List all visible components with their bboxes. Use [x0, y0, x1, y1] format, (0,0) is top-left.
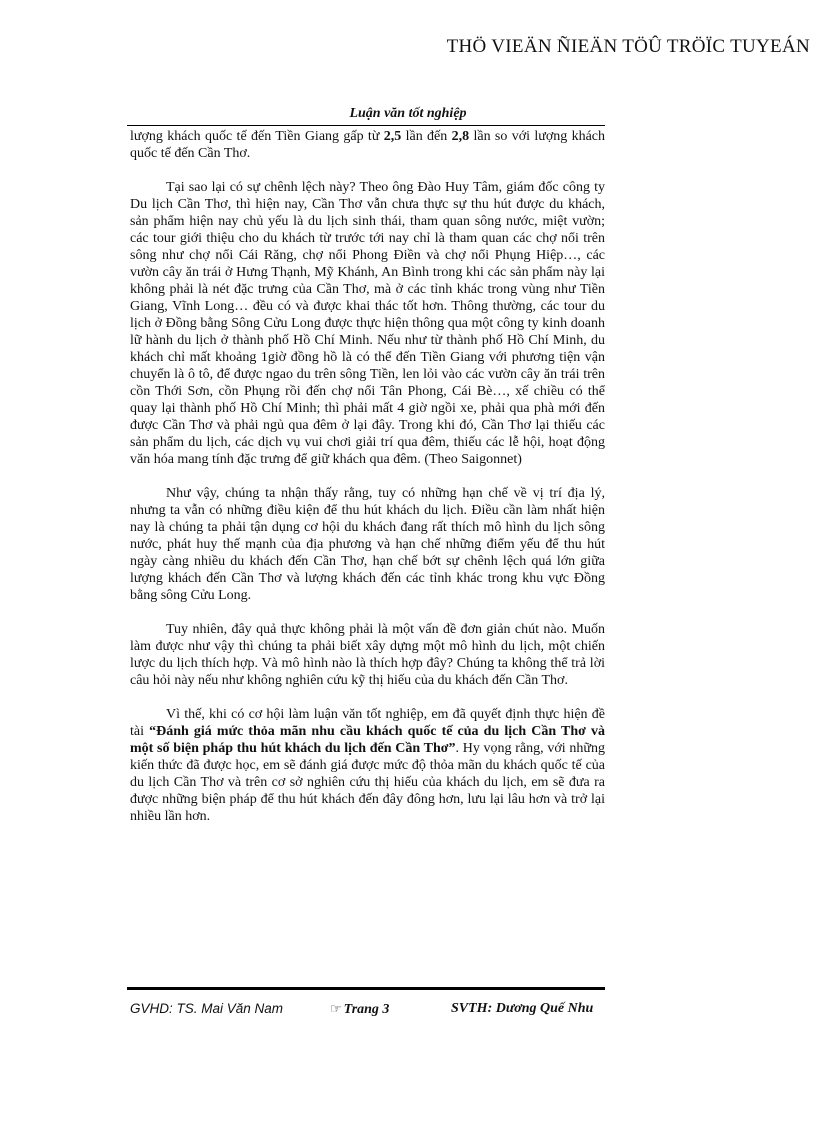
running-header-title: Luận văn tốt nghiệp [349, 106, 467, 121]
pointing-hand-icon: ☞ [330, 1001, 342, 1016]
header-divider [127, 125, 605, 126]
footer-divider [127, 987, 605, 990]
site-watermark: THÖ VIEÄN ÑIEÄN TÖÛ TRÖÏC TUYEÁN [446, 36, 810, 57]
ratio-low: 2,5 [383, 129, 402, 144]
paragraph-4: Tuy nhiên, đây quả thực không phải là một vấn đề đơn giản chút nào. Muốn làm được như vậy thì chúng ta phải biết xây dựng một mô hình du lịch, một chiến lược du lịch thích hợp. Và mô hình nào là thích hợp đây? Chúng ta không thể trả lời câu hỏi này nếu như không nghiên cứu kỹ thị hiếu của du khách đến Cần Thơ. [130, 622, 605, 688]
paragraph-1: lượng khách quốc tế đến Tiền Giang gấp từ 2,5 lần đến 2,8 lần so với lượng khách quốc tế đến Cần Thơ. [130, 129, 606, 161]
student-label: SVTH: Dương Quế Nhu [451, 1001, 594, 1016]
paragraph-5: Vì thế, khi có cơ hội làm luận văn tốt nghiệp, em đã quyết định thực hiện đề tài “Đánh giá mức thỏa mãn nhu cầu khách quốc tế của du lịch Cần Thơ và một số biện pháp thu hút khách du lịch đến Cần Thơ”. Hy vọng rằng, với những kiến thức đã được học, em sẽ đánh giá được mức độ thỏa mãn du khách quốc tế của du lịch Cần Thơ và trên cơ sở nghiên cứu thị hiếu của khách du lịch, em sẽ đưa ra được những biện pháp để thu hút khách đến đây đông hơn, lưu lại lâu hơn và trở lại nhiều lần hơn. [130, 707, 605, 824]
ratio-high: 2,8 [451, 129, 470, 144]
page-number: ☞ Trang 3 [330, 1001, 390, 1017]
advisor-label: GVHD: TS. Mai Văn Nam [130, 1001, 284, 1016]
page-footer [130, 1001, 608, 1019]
paragraph-2: Tại sao lại có sự chênh lệch này? Theo ông Đào Huy Tâm, giám đốc công ty Du lịch Cần Thơ, thì hiện nay, Cần Thơ vẫn chưa thực sự thu hút được du khách, sản phẩm hiện nay chủ yếu là du lịch sinh thái, tham quan sông nước, miệt vườn; các tour giới thiệu cho du khách từ trước tới nay chỉ là tham quan các chợ nổi trên sông như chợ nổi Cái Răng, chợ nổi Phong Điền và chợ nổi Phụng Hiệp…, các vườn cây ăn trái ở Hưng Thạnh, Mỹ Khánh, An Bình trong khi các sản phẩm này lại không phải là nét đặc trưng của Cần Thơ, mà ở các tỉnh khác trong vùng như Tiền Giang, Vĩnh Long… đều có và được khai thác tốt hơn. Thông thường, các tour du lịch ở Đồng bằng Sông Cửu Long được thực hiện thông qua một công ty kinh doanh lữ hành du lịch ở thành phố Hồ Chí Minh. Nếu như từ thành phố Hồ Chí Minh, du khách chỉ mất khoảng 1giờ đồng hồ là có thể đến Tiền Giang với phương tiện vận chuyển là ô tô, để được ngao du trên sông Tiền, len lỏi vào các vườn cây ăn trái trên cồn Thới Sơn, cồn Phụng rồi đến chợ nổi Tân Phong, Cái Bè…, xế chiều có thể quay lại thành phố Hồ Chí Minh; thì phải mất 4 giờ ngồi xe, phải qua phà mới đến được Cần Thơ và phải ngủ qua đêm ở lại đây. Trong khi đó, Cần Thơ lại thiếu các sản phẩm du lịch, các dịch vụ vui chơi giải trí qua đêm, thiếu các lễ hội, hoạt động văn hóa mang tính đặc trưng để giữ khách qua đêm. (Theo Saigonnet) [130, 180, 605, 467]
paragraph-3: Như vậy, chúng ta nhận thấy rằng, tuy có những hạn chế về vị trí địa lý, nhưng ta vẫn có những điều kiện để thu hút khách du lịch. Điều cần làm nhất hiện nay là chúng ta phải tận dụng cơ hội du khách đang rất thích mô hình du lịch sông nước, phát huy thế mạnh của địa phương và hạn chế những điểm yếu để thu hút ngày càng nhiều du khách đến Cần Thơ, hạn chế bớt sự chênh lệch quá lớn giữa lượng khách đến Cần Thơ và lượng khách đến các tỉnh khác trong khu vực Đồng bằng sông Cửu Long. [130, 486, 605, 603]
document-body [130, 128, 605, 842]
thesis-topic: “Đánh giá mức thỏa mãn nhu cầu khách quốc tế của du lịch Cần Thơ và một số biện pháp thu hút khách du lịch đến Cần Thơ” [130, 724, 605, 756]
